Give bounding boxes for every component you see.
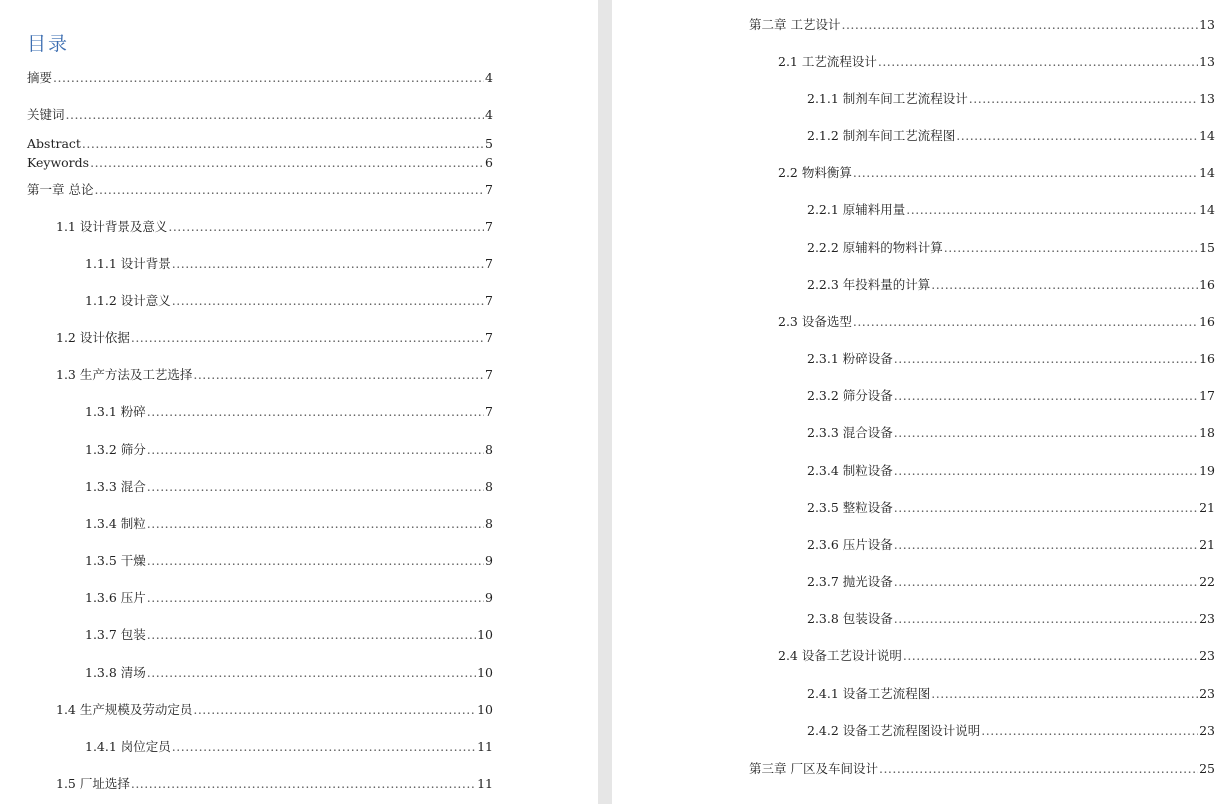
toc-entry-label: 1.5 厂址选择 — [56, 776, 130, 791]
left-toc-entry[interactable] — [56, 367, 493, 383]
toc-leader-dots — [853, 165, 1198, 181]
toc-leader-dots — [147, 516, 484, 532]
toc-leader-dots — [894, 463, 1198, 479]
toc-entry-label: 2.1.2 制剂车间工艺流程图 — [807, 128, 956, 143]
toc-entry-label: 2.1 工艺流程设计 — [778, 54, 877, 69]
right-toc-entry[interactable] — [807, 463, 1215, 479]
toc-entry-page-number: 21 — [1199, 537, 1215, 552]
toc-leader-dots — [172, 739, 476, 755]
document-page-right — [612, 0, 1229, 804]
toc-leader-dots — [94, 182, 484, 198]
toc-entry-page-number: 7 — [485, 404, 493, 419]
right-toc-entry[interactable] — [807, 574, 1215, 590]
right-toc-entry[interactable] — [807, 128, 1215, 144]
toc-leader-dots — [147, 665, 476, 681]
left-toc-entry[interactable] — [27, 155, 493, 171]
toc-entry-label: 1.4.1 岗位定员 — [85, 739, 171, 754]
left-toc-entry[interactable] — [85, 404, 493, 420]
toc-entry-label: 2.3.5 整粒设备 — [807, 500, 893, 515]
toc-leader-dots — [147, 479, 484, 495]
toc-entry-label: 1.3.2 筛分 — [85, 442, 146, 457]
toc-leader-dots — [147, 627, 476, 643]
toc-leader-dots — [147, 553, 484, 569]
toc-leader-dots — [53, 70, 484, 86]
toc-entry-page-number: 7 — [485, 330, 493, 345]
toc-leader-dots — [894, 351, 1198, 367]
right-toc-entry[interactable] — [778, 54, 1215, 70]
toc-entry-label: 1.1.1 设计背景 — [85, 256, 171, 271]
toc-entry-label: 1.1.2 设计意义 — [85, 293, 171, 308]
toc-entry-label: Keywords — [27, 155, 90, 170]
toc-entry-label: 1.3 生产方法及工艺选择 — [56, 367, 193, 382]
toc-entry-label: 1.3.8 清场 — [85, 665, 146, 680]
toc-entry-label: 1.3.5 干燥 — [85, 553, 146, 568]
toc-leader-dots — [841, 17, 1198, 33]
toc-entry-page-number: 10 — [477, 702, 493, 717]
toc-entry-page-number: 23 — [1199, 723, 1215, 738]
toc-leader-dots — [894, 537, 1198, 553]
toc-entry-label: 2.4.2 设备工艺流程图设计说明 — [807, 723, 981, 738]
left-toc-entry[interactable] — [85, 516, 493, 532]
toc-entry-page-number: 7 — [485, 367, 493, 382]
right-toc-entry[interactable] — [807, 686, 1215, 702]
toc-entry-page-number: 10 — [477, 627, 493, 642]
toc-leader-dots — [903, 648, 1198, 664]
toc-leader-dots — [879, 761, 1198, 777]
toc-entry-page-number: 11 — [477, 739, 493, 754]
toc-entry-page-number: 16 — [1199, 277, 1215, 292]
toc-entry-label: 1.4 生产规模及劳动定员 — [56, 702, 193, 717]
toc-leader-dots — [894, 425, 1198, 441]
toc-entry-page-number: 21 — [1199, 500, 1215, 515]
left-toc-entry[interactable] — [85, 627, 493, 643]
toc-entry-label: 1.3.1 粉碎 — [85, 404, 146, 419]
left-toc-entry[interactable] — [85, 479, 493, 495]
document-page-left — [0, 0, 598, 804]
right-toc-entry[interactable] — [807, 277, 1215, 293]
toc-leader-dots — [131, 776, 476, 792]
toc-entry-label: 1.3.4 制粒 — [85, 516, 146, 531]
left-toc-entry[interactable] — [85, 442, 493, 458]
left-toc-entry[interactable] — [56, 702, 493, 718]
toc-entry-page-number: 16 — [1199, 314, 1215, 329]
toc-leader-dots — [981, 723, 1198, 739]
toc-entry-page-number: 7 — [485, 293, 493, 308]
toc-entry-label: 1.3.7 包装 — [85, 627, 146, 642]
left-toc-entry[interactable] — [56, 776, 493, 792]
left-toc-entry[interactable] — [85, 553, 493, 569]
toc-heading: 目录 — [27, 33, 70, 55]
toc-entry-label: 2.3.8 包装设备 — [807, 611, 893, 626]
toc-leader-dots — [906, 202, 1198, 218]
toc-leader-dots — [894, 611, 1198, 627]
left-toc-entry[interactable] — [27, 182, 493, 198]
toc-entry-label: Abstract — [27, 136, 81, 151]
toc-leader-dots — [894, 574, 1198, 590]
left-toc-entry[interactable] — [85, 590, 493, 606]
toc-entry-page-number: 9 — [485, 590, 493, 605]
left-toc-entry[interactable] — [85, 256, 493, 272]
toc-entry-page-number: 13 — [1199, 17, 1215, 32]
left-toc-entry[interactable] — [56, 219, 493, 235]
toc-entry-page-number: 8 — [485, 516, 493, 531]
toc-entry-label: 2.3.1 粉碎设备 — [807, 351, 893, 366]
left-toc-entry[interactable] — [85, 293, 493, 309]
toc-leader-dots — [931, 277, 1198, 293]
right-toc-entry[interactable] — [807, 388, 1215, 404]
toc-entry-page-number: 18 — [1199, 425, 1215, 440]
toc-leader-dots — [878, 54, 1198, 70]
toc-entry-label: 关键词 — [27, 107, 65, 122]
right-toc-entry[interactable] — [807, 240, 1215, 256]
toc-entry-label: 第三章 厂区及车间设计 — [749, 761, 878, 776]
toc-leader-dots — [193, 702, 476, 718]
right-toc-entry[interactable] — [778, 314, 1215, 330]
toc-leader-dots — [969, 91, 1198, 107]
right-toc-entry[interactable] — [807, 500, 1215, 516]
toc-entry-page-number: 16 — [1199, 351, 1215, 366]
toc-entry-page-number: 25 — [1199, 761, 1215, 776]
left-toc-entry[interactable] — [85, 665, 493, 681]
toc-entry-label: 2.3 设备选型 — [778, 314, 852, 329]
toc-entry-label: 1.3.3 混合 — [85, 479, 146, 494]
right-toc-entry[interactable] — [807, 91, 1215, 107]
toc-entry-page-number: 13 — [1199, 54, 1215, 69]
toc-leader-dots — [931, 686, 1198, 702]
toc-leader-dots — [172, 293, 484, 309]
toc-entry-label: 1.3.6 压片 — [85, 590, 146, 605]
toc-entry-page-number: 5 — [485, 136, 493, 151]
left-toc-entry[interactable] — [56, 330, 493, 346]
toc-entry-label: 2.2.2 原辅料的物料计算 — [807, 240, 943, 255]
toc-entry-page-number: 7 — [485, 219, 493, 234]
toc-entry-label: 第二章 工艺设计 — [749, 17, 841, 32]
right-toc-entry[interactable] — [807, 611, 1215, 627]
right-toc-entry[interactable] — [807, 723, 1215, 739]
toc-entry-label: 2.1.1 制剂车间工艺流程设计 — [807, 91, 968, 106]
toc-leader-dots — [956, 128, 1198, 144]
toc-entry-page-number: 15 — [1199, 240, 1215, 255]
toc-leader-dots — [172, 256, 484, 272]
toc-entry-label: 2.2.3 年投料量的计算 — [807, 277, 931, 292]
toc-entry-page-number: 8 — [485, 479, 493, 494]
toc-entry-page-number: 9 — [485, 553, 493, 568]
right-toc-entry[interactable] — [807, 202, 1215, 218]
toc-leader-dots — [168, 219, 484, 235]
toc-entry-label: 1.2 设计依据 — [56, 330, 130, 345]
right-toc-entry[interactable] — [807, 537, 1215, 553]
toc-entry-page-number: 4 — [485, 107, 493, 122]
toc-entry-page-number: 14 — [1199, 165, 1215, 180]
toc-entry-page-number: 4 — [485, 70, 493, 85]
toc-entry-label: 2.3.6 压片设备 — [807, 537, 893, 552]
right-toc-entry[interactable] — [749, 17, 1215, 33]
toc-entry-label: 第一章 总论 — [27, 182, 94, 197]
toc-leader-dots — [147, 404, 484, 420]
toc-leader-dots — [944, 240, 1198, 256]
toc-leader-dots — [853, 314, 1198, 330]
toc-entry-label: 2.2.1 原辅料用量 — [807, 202, 906, 217]
toc-entry-page-number: 7 — [485, 182, 493, 197]
toc-entry-label: 2.2 物料衡算 — [778, 165, 852, 180]
toc-leader-dots — [193, 367, 484, 383]
toc-entry-page-number: 11 — [477, 776, 493, 791]
toc-entry-page-number: 14 — [1199, 128, 1215, 143]
left-toc-entry[interactable] — [27, 70, 493, 86]
toc-entry-page-number: 14 — [1199, 202, 1215, 217]
toc-entry-page-number: 8 — [485, 442, 493, 457]
right-toc-entry[interactable] — [749, 761, 1215, 777]
toc-entry-label: 1.1 设计背景及意义 — [56, 219, 168, 234]
toc-entry-page-number: 6 — [485, 155, 493, 170]
toc-leader-dots — [131, 330, 484, 346]
toc-entry-label: 2.4 设备工艺设计说明 — [778, 648, 902, 663]
toc-leader-dots — [66, 107, 485, 123]
toc-leader-dots — [147, 590, 484, 606]
toc-entry-label: 摘要 — [27, 70, 53, 85]
right-toc-entry[interactable] — [778, 165, 1215, 181]
toc-entry-page-number: 10 — [477, 665, 493, 680]
toc-entry-page-number: 19 — [1199, 463, 1215, 478]
toc-leader-dots — [147, 442, 484, 458]
toc-entry-label: 2.3.7 抛光设备 — [807, 574, 893, 589]
right-toc-entry[interactable] — [778, 648, 1215, 664]
toc-entry-page-number: 23 — [1199, 648, 1215, 663]
toc-entry-page-number: 23 — [1199, 611, 1215, 626]
toc-entry-page-number: 13 — [1199, 91, 1215, 106]
toc-entry-label: 2.3.2 筛分设备 — [807, 388, 893, 403]
toc-leader-dots — [90, 155, 484, 171]
toc-leader-dots — [894, 500, 1198, 516]
toc-entry-label: 2.4.1 设备工艺流程图 — [807, 686, 931, 701]
toc-entry-page-number: 7 — [485, 256, 493, 271]
toc-entry-page-number: 22 — [1199, 574, 1215, 589]
toc-entry-label: 2.3.4 制粒设备 — [807, 463, 893, 478]
right-toc-entry[interactable] — [807, 425, 1215, 441]
left-toc-entry[interactable] — [27, 136, 493, 152]
toc-leader-dots — [82, 136, 484, 152]
toc-entry-label: 2.3.3 混合设备 — [807, 425, 893, 440]
left-toc-entry[interactable] — [27, 107, 493, 123]
toc-leader-dots — [894, 388, 1198, 404]
toc-entry-page-number: 17 — [1199, 388, 1215, 403]
toc-entry-page-number: 23 — [1199, 686, 1215, 701]
right-toc-entry[interactable] — [807, 351, 1215, 367]
left-toc-entry[interactable] — [85, 739, 493, 755]
